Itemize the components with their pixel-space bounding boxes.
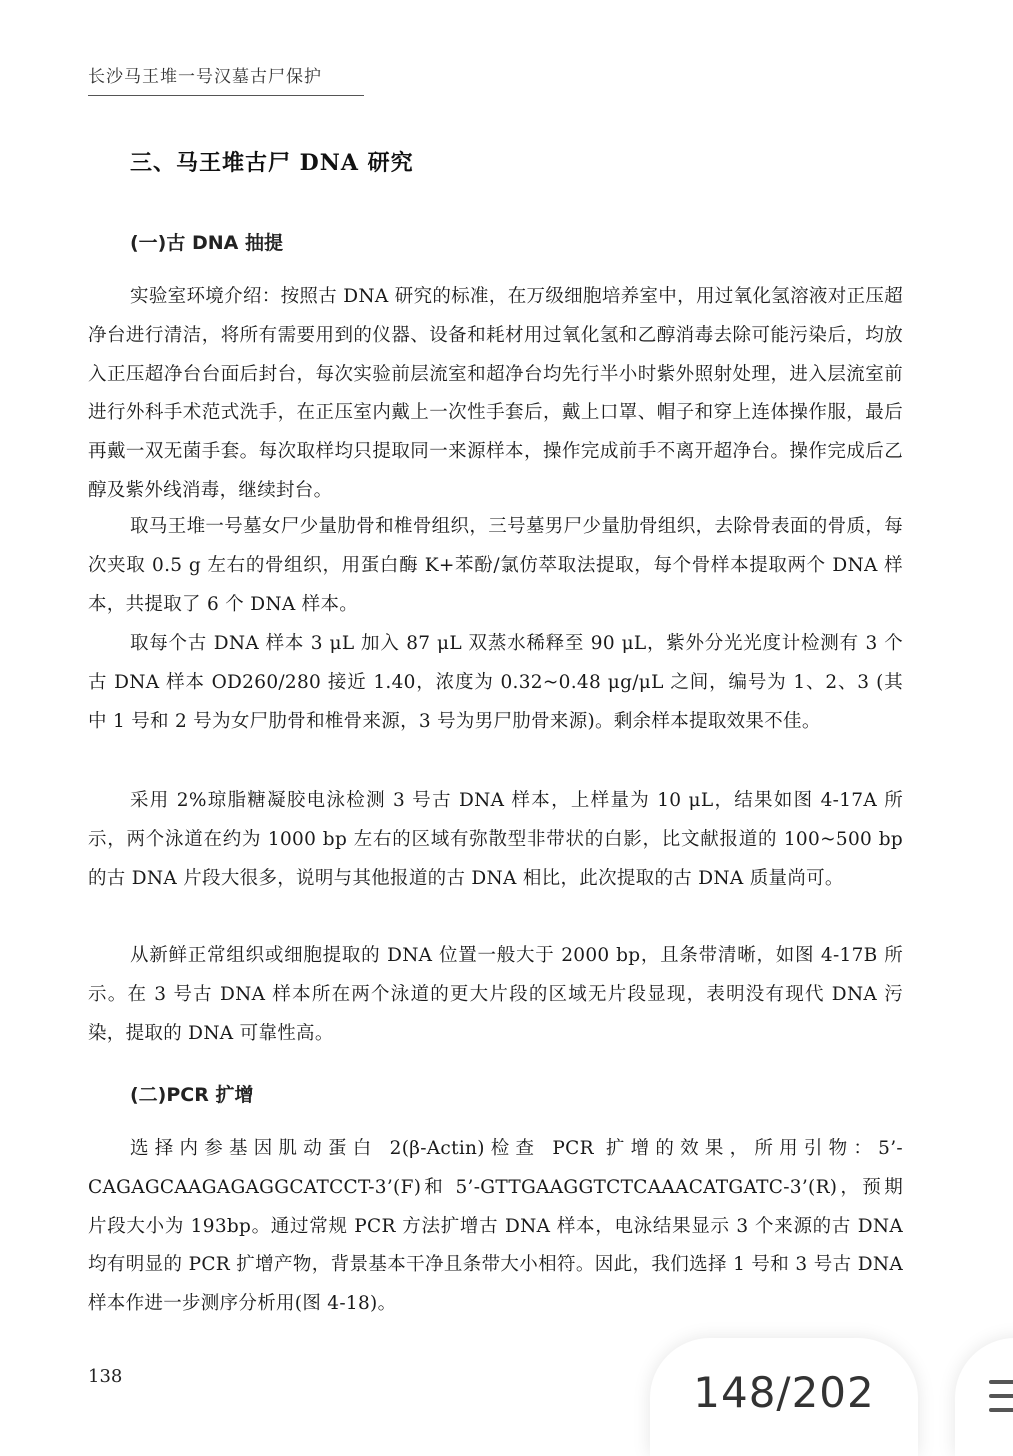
running-header: 长沙马王堆一号汉墓古尸保护 [88, 62, 364, 96]
page-number: 138 [88, 1366, 123, 1387]
page-indicator[interactable] [650, 1338, 918, 1456]
paragraph-pcr-amplification: 选择内参基因肌动蛋白 2(β-Actin)检查 PCR 扩增的效果，所用引物：5’-CAGAGCAAGAGAGGCATCCT-3’(F)和 5’-GTTGAAGGTCTCAAACATGATC-3’(R)，预期片段大小为 193bp。通过常规 PCR 方法扩增古 DNA 样本，电泳结果显示 3 个来源的古 DNA 均有明显的 PCR 扩增产物，背景基本干净且条带大小相符。因此，我们选择 1 号和 3 号古 DNA 样本作进一步测序分析用(图 4-18)。 [88, 1138, 903, 1315]
paragraph-sampling: 取马王堆一号墓女尸少量肋骨和椎骨组织，三号墓男尸少量肋骨组织，去除骨表面的骨质，每次夹取 0.5 g 左右的骨组织，用蛋白酶 K+苯酚/氯仿萃取法提取，每个骨样本提取两个 DNA 样本，共提取了 6 个 DNA 样本。 [88, 516, 903, 615]
menu-button[interactable] [955, 1338, 1013, 1456]
subsection-heading-dna-extraction: (一)古 DNA 抽提 [130, 232, 283, 254]
paragraph-contamination-check: 从新鲜正常组织或细胞提取的 DNA 位置一般大于 2000 bp，且条带清晰，如图 4-17B 所示。在 3 号古 DNA 样本所在两个泳道的更大片段的区域无片段显现，表明没有现代 DNA 污染，提取的 DNA 可靠性高。 [88, 945, 903, 1044]
paragraph-lab-environment: 实验室环境介绍：按照古 DNA 研究的标准，在万级细胞培养室中，用过氧化氢溶液对正压超净台进行清洁，将所有需要用到的仪器、设备和耗材用过氧化氢和乙醇消毒去除可能污染后，均放入正压超净台台面后封台，每次实验前层流室和超净台均先行半小时紫外照射处理，进入层流室前进行外科手术范式洗手，在正压室内戴上一次性手套后，戴上口罩、帽子和穿上连体操作服，最后再戴一双无菌手套。每次取样均只提取同一来源样本，操作完成前手不离开超净台。操作完成后乙醇及紫外线消毒，继续封台。 [88, 286, 903, 501]
subsection-heading-pcr: (二)PCR 扩增 [130, 1084, 254, 1106]
paragraph-electrophoresis: 采用 2%琼脂糖凝胶电泳检测 3 号古 DNA 样本，上样量为 10 μL，结果如图 4-17A 所示，两个泳道在约为 1000 bp 左右的区域有弥散型非带状的白影，比文献报道的 100~500 bp 的古 DNA 片段大很多，说明与其他报道的古 DNA 相比，此次提取的古 DNA 质量尚可。 [88, 790, 903, 889]
page-indicator-label: 148/202 [693, 1368, 875, 1417]
paragraph-spectrophotometry: 取每个古 DNA 样本 3 μL 加入 87 μL 双蒸水稀释至 90 μL，紫外分光光度计检测有 3 个古 DNA 样本 OD260/280 接近 1.40，浓度为 0.32~0.48 μg/μL 之间，编号为 1、2、3 (其中 1 号和 2 号为女尸肋骨和椎骨来源，3 号为男尸肋骨来源)。剩余样本提取效果不佳。 [88, 633, 903, 732]
hamburger-menu-icon [989, 1380, 1013, 1414]
section-title: 三、马王堆古尸 DNA 研究 [130, 150, 414, 176]
